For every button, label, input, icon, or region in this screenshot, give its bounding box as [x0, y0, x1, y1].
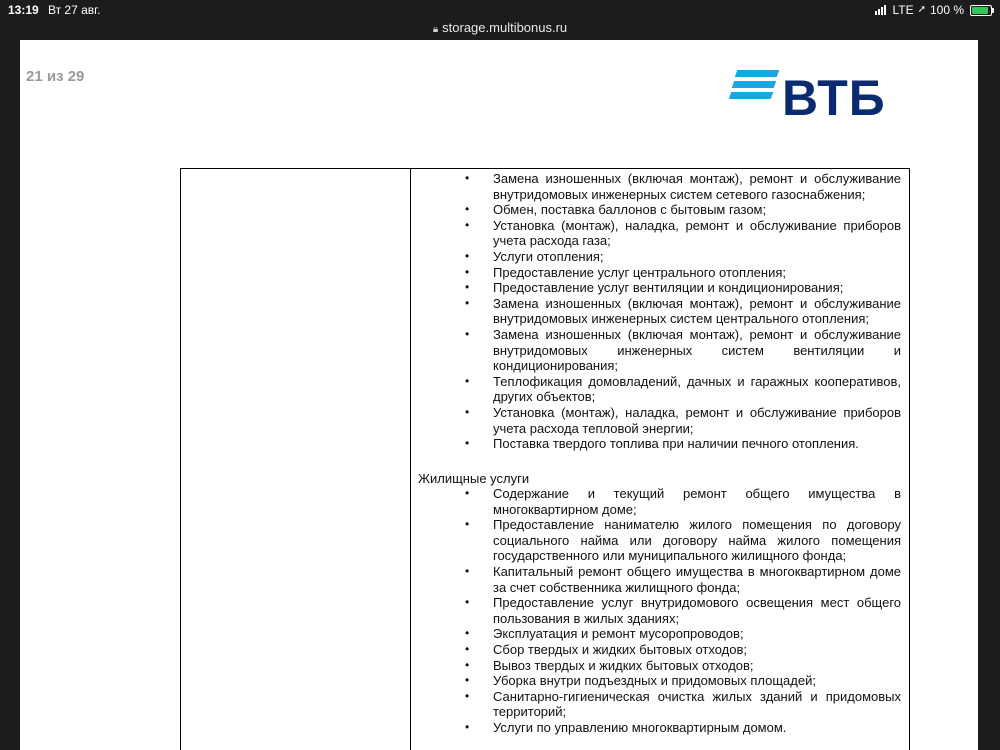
- list-item: [411, 327, 909, 374]
- bullet-icon: •: [465, 595, 470, 610]
- list-item: [411, 486, 909, 517]
- battery-icon: [970, 5, 992, 16]
- list-item: [411, 296, 909, 327]
- list-item-text: Предоставление услуг центрального отопления;: [493, 264, 786, 280]
- list-item: [411, 171, 909, 202]
- list-item: [411, 564, 909, 595]
- document-page[interactable]: [20, 40, 978, 750]
- services-table: [180, 168, 910, 750]
- logo-stripes-icon: [730, 70, 778, 100]
- list-item-text: Замена изношенных (включая монтаж), ремонт и обслуживание внутридомовых инженерных систем центрального отопления;: [493, 295, 901, 327]
- section-title-housing: Жилищные услуги: [418, 471, 530, 486]
- lock-icon: 🔒︎: [432, 24, 439, 35]
- address-bar[interactable]: [0, 17, 1000, 39]
- list-item: [411, 658, 909, 674]
- list-item: [411, 517, 909, 564]
- list-item-text: Предоставление услуг внутридомового освещения мест общего пользования в жилых зданиях;: [493, 595, 901, 626]
- table-right-column: [411, 169, 909, 750]
- list-item-text: Сбор твердых и жидких бытовых отходов;: [493, 641, 748, 657]
- status-time: 13:19: [8, 3, 39, 17]
- list-item: [411, 265, 909, 281]
- battery-label: 100 %: [929, 3, 964, 17]
- list-item-text: Уборка внутри подъездных и придомовых площадей;: [493, 673, 816, 689]
- bullet-icon: •: [465, 436, 470, 451]
- list-item: [411, 405, 909, 436]
- bullet-icon: •: [465, 404, 470, 419]
- list-item-text: Услуги по управлению многоквартирным домом.: [493, 719, 787, 735]
- list-item: [411, 249, 909, 265]
- bullet-icon: •: [465, 563, 470, 578]
- list-item-text: Поставка твердого топлива при наличии печного отопления.: [493, 436, 859, 452]
- list-item: [411, 436, 909, 452]
- list-item: [411, 626, 909, 642]
- list-item-text: Услуги отопления;: [493, 248, 604, 264]
- list-item: [411, 642, 909, 658]
- list-item-text: Замена изношенных (включая монтаж), ремонт и обслуживание внутридомовых инженерных систем сетевого газоснабжения;: [493, 171, 901, 202]
- list-item: [411, 720, 909, 736]
- bullet-icon: •: [465, 673, 470, 688]
- bullet-icon: •: [465, 517, 470, 532]
- bullet-icon: •: [465, 626, 470, 641]
- list-item-text: Капитальный ремонт общего имущества в многоквартирном доме за счет собственника жилищного фонда;: [493, 563, 901, 595]
- bullet-icon: •: [465, 248, 470, 263]
- bullet-icon: •: [465, 719, 470, 734]
- network-label: LTE: [892, 3, 914, 17]
- list-item-text: Предоставление нанимателю жилого помещения по договору социального найма или договору найма жилого помещения государственного или муниципального жилищного фонда;: [493, 517, 901, 564]
- signal-icon: [875, 5, 886, 15]
- bullet-icon: •: [465, 373, 470, 388]
- list-item-text: Эксплуатация и ремонт мусоропроводов;: [493, 626, 744, 642]
- housing-services-list: [411, 486, 909, 736]
- status-date: Вт 27 авг.: [48, 3, 101, 17]
- bullet-icon: •: [465, 657, 470, 672]
- list-item-text: Санитарно-гигиеническая очистка жилых зданий и придомовых территорий;: [493, 688, 901, 720]
- list-item: [411, 218, 909, 249]
- list-item-text: Замена изношенных (включая монтаж), ремонт и обслуживание внутридомовых инженерных систем вентиляции и кондиционирования;: [493, 326, 901, 374]
- list-item-text: Установка (монтаж), наладка, ремонт и обслуживание приборов учета расхода тепловой энергии;: [493, 404, 901, 436]
- bullet-icon: •: [465, 295, 470, 310]
- list-item: [411, 595, 909, 626]
- bullet-icon: •: [465, 264, 470, 279]
- bullet-icon: •: [465, 171, 470, 185]
- bullet-icon: •: [465, 217, 470, 232]
- list-item: [411, 280, 909, 296]
- list-item-text: Теплофикация домовладений, дачных и гаражных кооперативов, других объектов;: [493, 373, 901, 405]
- bullet-icon: •: [465, 688, 470, 703]
- location-icon: ➚: [917, 4, 926, 15]
- url-text: storage.multibonus.ru: [442, 20, 568, 35]
- list-item-text: Содержание и текущий ремонт общего имущества в многоквартирном доме;: [493, 486, 901, 517]
- logo-text: ВТБ: [782, 70, 886, 126]
- bullet-icon: •: [465, 641, 470, 656]
- list-item-text: Вывоз твердых и жидких бытовых отходов;: [493, 657, 754, 673]
- list-item: [411, 689, 909, 720]
- list-item: [411, 673, 909, 689]
- list-item-text: Установка (монтаж), наладка, ремонт и обслуживание приборов учета расхода газа;: [493, 217, 901, 249]
- list-item: [411, 202, 909, 218]
- bullet-icon: •: [465, 326, 470, 341]
- bullet-icon: •: [465, 280, 470, 295]
- list-item-text: Предоставление услуг вентиляции и кондиционирования;: [493, 280, 844, 296]
- list-item-text: Обмен, поставка баллонов с бытовым газом;: [493, 202, 767, 218]
- table-left-column: [181, 169, 411, 750]
- bullet-icon: •: [465, 202, 470, 217]
- page-counter: 21 из 29: [26, 68, 85, 85]
- list-item: [411, 374, 909, 405]
- utility-services-list: [411, 171, 909, 452]
- vtb-logo: [730, 68, 900, 128]
- bullet-icon: •: [465, 486, 470, 500]
